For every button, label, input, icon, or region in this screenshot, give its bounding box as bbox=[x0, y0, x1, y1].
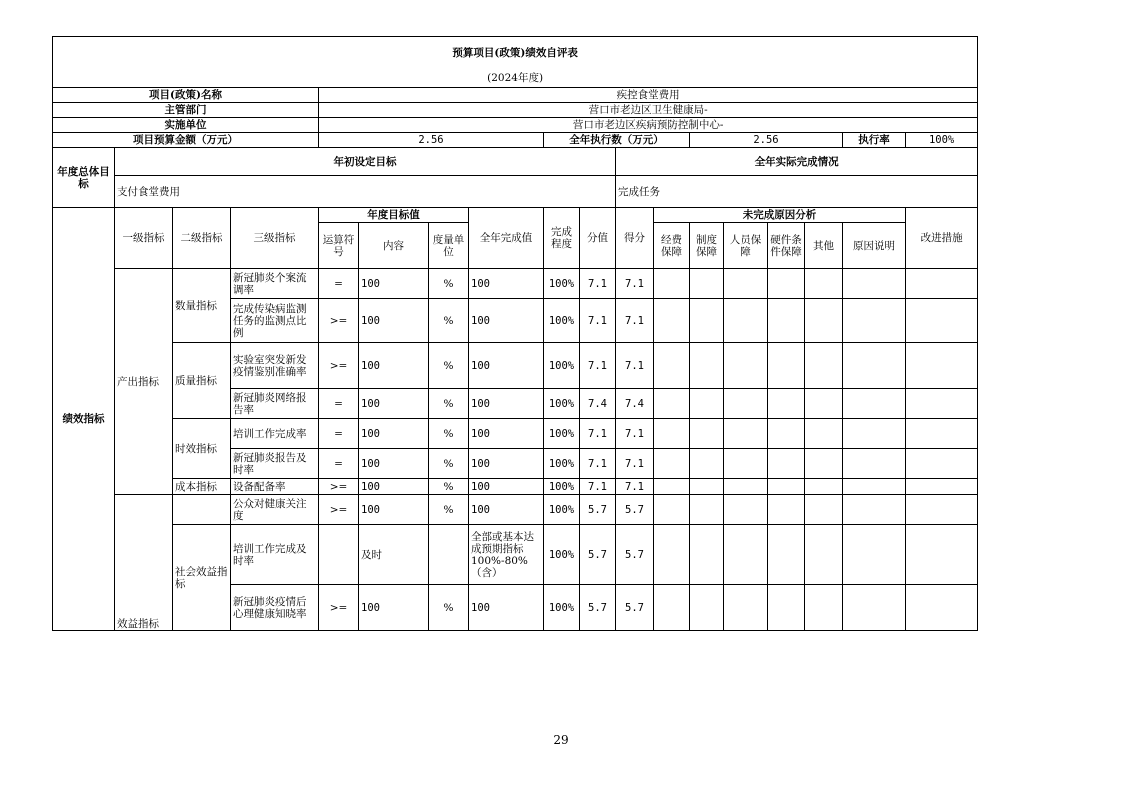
annual-goal-label: 年度总体目标 bbox=[53, 148, 115, 208]
indicator-name: 新冠肺炎疫情后心理健康知晓率 bbox=[231, 585, 319, 631]
operator-cell: >= bbox=[319, 343, 359, 389]
completion-cell: 100% bbox=[544, 495, 580, 525]
indicator-name: 培训工作完成及时率 bbox=[231, 525, 319, 585]
header-completion: 完成程度 bbox=[544, 208, 580, 269]
actual-goal-value: 完成任务 bbox=[616, 176, 978, 208]
budget-label: 项目预算金额（万元） bbox=[53, 133, 319, 148]
operator-cell: >= bbox=[319, 299, 359, 343]
header-level3: 三级指标 bbox=[231, 208, 319, 269]
header-reason-other: 其他 bbox=[805, 223, 843, 269]
score-cell: 7.1 bbox=[616, 449, 654, 479]
operator-cell: = bbox=[319, 269, 359, 299]
indicator-name: 公众对健康关注度 bbox=[231, 495, 319, 525]
performance-self-evaluation-table bbox=[52, 36, 978, 631]
content-cell: 及时 bbox=[359, 525, 429, 585]
completion-cell: 100% bbox=[544, 525, 580, 585]
content-cell: 100 bbox=[359, 389, 429, 419]
header-score-value: 分值 bbox=[580, 208, 616, 269]
score-cell: 5.7 bbox=[616, 525, 654, 585]
score-cell: 7.1 bbox=[616, 419, 654, 449]
score-cell: 5.7 bbox=[616, 495, 654, 525]
executed-label: 全年执行数（万元） bbox=[544, 133, 690, 148]
content-cell: 100 bbox=[359, 419, 429, 449]
value-cell: 7.1 bbox=[580, 343, 616, 389]
unit-cell: % bbox=[429, 479, 469, 495]
score-cell: 7.1 bbox=[616, 479, 654, 495]
unit-cell: % bbox=[429, 269, 469, 299]
header-reason-funding: 经费保障 bbox=[654, 223, 690, 269]
group-quantity: 数量指标 bbox=[173, 269, 231, 343]
header-reason-explain: 原因说明 bbox=[843, 223, 906, 269]
indicator-name: 实验室突发新发疫情鉴别准确率 bbox=[231, 343, 319, 389]
group-benefit: 效益指标 bbox=[115, 495, 173, 631]
operator-cell: = bbox=[319, 449, 359, 479]
value-cell: 7.1 bbox=[580, 479, 616, 495]
content-cell: 100 bbox=[359, 343, 429, 389]
project-name-label: 项目(政策)名称 bbox=[53, 88, 319, 103]
table-row bbox=[53, 525, 978, 585]
operator-cell: = bbox=[319, 419, 359, 449]
value-cell: 7.1 bbox=[580, 419, 616, 449]
content-cell: 100 bbox=[359, 449, 429, 479]
initial-goal-header: 年初设定目标 bbox=[115, 148, 616, 176]
actual-cell: 100 bbox=[469, 495, 544, 525]
operator-cell bbox=[319, 525, 359, 585]
score-cell: 7.1 bbox=[616, 343, 654, 389]
operator-cell: >= bbox=[319, 479, 359, 495]
score-cell: 7.4 bbox=[616, 389, 654, 419]
header-unit: 度量单位 bbox=[429, 223, 469, 269]
unit-label: 实施单位 bbox=[53, 118, 319, 133]
actual-cell: 100 bbox=[469, 389, 544, 419]
executed-value: 2.56 bbox=[690, 133, 843, 148]
content-cell: 100 bbox=[359, 585, 429, 631]
header-reason-system: 制度保障 bbox=[690, 223, 724, 269]
actual-cell: 100 bbox=[469, 479, 544, 495]
unit-cell: % bbox=[429, 495, 469, 525]
performance-indicators-label: 绩效指标 bbox=[53, 208, 115, 631]
group-quality: 质量指标 bbox=[173, 343, 231, 419]
actual-cell: 100 bbox=[469, 419, 544, 449]
indicator-name: 培训工作完成率 bbox=[231, 419, 319, 449]
header-reason-group: 未完成原因分析 bbox=[654, 208, 906, 223]
initial-goal-value: 支付食堂费用 bbox=[115, 176, 616, 208]
table-row bbox=[53, 479, 978, 495]
content-cell: 100 bbox=[359, 495, 429, 525]
header-actual-value: 全年完成值 bbox=[469, 208, 544, 269]
unit-cell: % bbox=[429, 389, 469, 419]
header-operator: 运算符号 bbox=[319, 223, 359, 269]
unit-cell bbox=[429, 525, 469, 585]
dept-value: 营口市老边区卫生健康局- bbox=[319, 103, 978, 118]
value-cell: 7.1 bbox=[580, 299, 616, 343]
completion-cell: 100% bbox=[544, 585, 580, 631]
content-cell: 100 bbox=[359, 269, 429, 299]
actual-cell: 100 bbox=[469, 269, 544, 299]
value-cell: 5.7 bbox=[580, 495, 616, 525]
project-name-value: 疾控食堂费用 bbox=[319, 88, 978, 103]
budget-value: 2.56 bbox=[319, 133, 544, 148]
table-row bbox=[53, 495, 978, 525]
rate-label: 执行率 bbox=[843, 133, 906, 148]
completion-cell: 100% bbox=[544, 299, 580, 343]
unit-cell: % bbox=[429, 299, 469, 343]
header-reason-staff: 人员保障 bbox=[724, 223, 768, 269]
header-improve: 改进措施 bbox=[906, 208, 978, 269]
header-content: 内容 bbox=[359, 223, 429, 269]
unit-cell: % bbox=[429, 449, 469, 479]
operator-cell: = bbox=[319, 389, 359, 419]
indicator-name: 新冠肺炎个案流调率 bbox=[231, 269, 319, 299]
indicator-name: 设备配备率 bbox=[231, 479, 319, 495]
unit-cell: % bbox=[429, 343, 469, 389]
value-cell: 7.1 bbox=[580, 449, 616, 479]
value-cell: 5.7 bbox=[580, 525, 616, 585]
completion-cell: 100% bbox=[544, 449, 580, 479]
header-level1: 一级指标 bbox=[115, 208, 173, 269]
actual-cell: 100 bbox=[469, 585, 544, 631]
actual-goal-header: 全年实际完成情况 bbox=[616, 148, 978, 176]
indicator-name: 新冠肺炎网络报告率 bbox=[231, 389, 319, 419]
value-cell: 5.7 bbox=[580, 585, 616, 631]
page-number: 29 bbox=[553, 733, 569, 747]
unit-value: 营口市老边区疾病预防控制中心- bbox=[319, 118, 978, 133]
header-level2: 二级指标 bbox=[173, 208, 231, 269]
header-target-group: 年度目标值 bbox=[319, 208, 469, 223]
table-row bbox=[53, 269, 978, 299]
group-cost: 成本指标 bbox=[173, 479, 231, 495]
unit-cell: % bbox=[429, 419, 469, 449]
value-cell: 7.1 bbox=[580, 269, 616, 299]
actual-cell: 100 bbox=[469, 299, 544, 343]
content-cell: 100 bbox=[359, 479, 429, 495]
document-subtitle: (2024年度) bbox=[53, 69, 978, 88]
table-row bbox=[53, 343, 978, 389]
score-cell: 7.1 bbox=[616, 299, 654, 343]
completion-cell: 100% bbox=[544, 479, 580, 495]
document-title: 预算项目(政策)绩效自评表 bbox=[53, 37, 978, 70]
group-social: 社会效益指标 bbox=[173, 525, 231, 631]
unit-cell: % bbox=[429, 585, 469, 631]
completion-cell: 100% bbox=[544, 389, 580, 419]
header-score: 得分 bbox=[616, 208, 654, 269]
actual-cell: 全部或基本达成预期指标100%-80%（含） bbox=[469, 525, 544, 585]
completion-cell: 100% bbox=[544, 419, 580, 449]
group-output: 产出指标 bbox=[115, 269, 173, 495]
operator-cell: >= bbox=[319, 585, 359, 631]
rate-value: 100% bbox=[906, 133, 978, 148]
content-cell: 100 bbox=[359, 299, 429, 343]
completion-cell: 100% bbox=[544, 269, 580, 299]
completion-cell: 100% bbox=[544, 343, 580, 389]
actual-cell: 100 bbox=[469, 343, 544, 389]
indicator-name: 完成传染病监测任务的监测点比例 bbox=[231, 299, 319, 343]
value-cell: 7.4 bbox=[580, 389, 616, 419]
actual-cell: 100 bbox=[469, 449, 544, 479]
score-cell: 7.1 bbox=[616, 269, 654, 299]
score-cell: 5.7 bbox=[616, 585, 654, 631]
group-timeliness: 时效指标 bbox=[173, 419, 231, 479]
operator-cell: >= bbox=[319, 495, 359, 525]
header-reason-hardware: 硬件条件保障 bbox=[768, 223, 805, 269]
indicator-name: 新冠肺炎报告及时率 bbox=[231, 449, 319, 479]
table-row bbox=[53, 419, 978, 449]
dept-label: 主管部门 bbox=[53, 103, 319, 118]
